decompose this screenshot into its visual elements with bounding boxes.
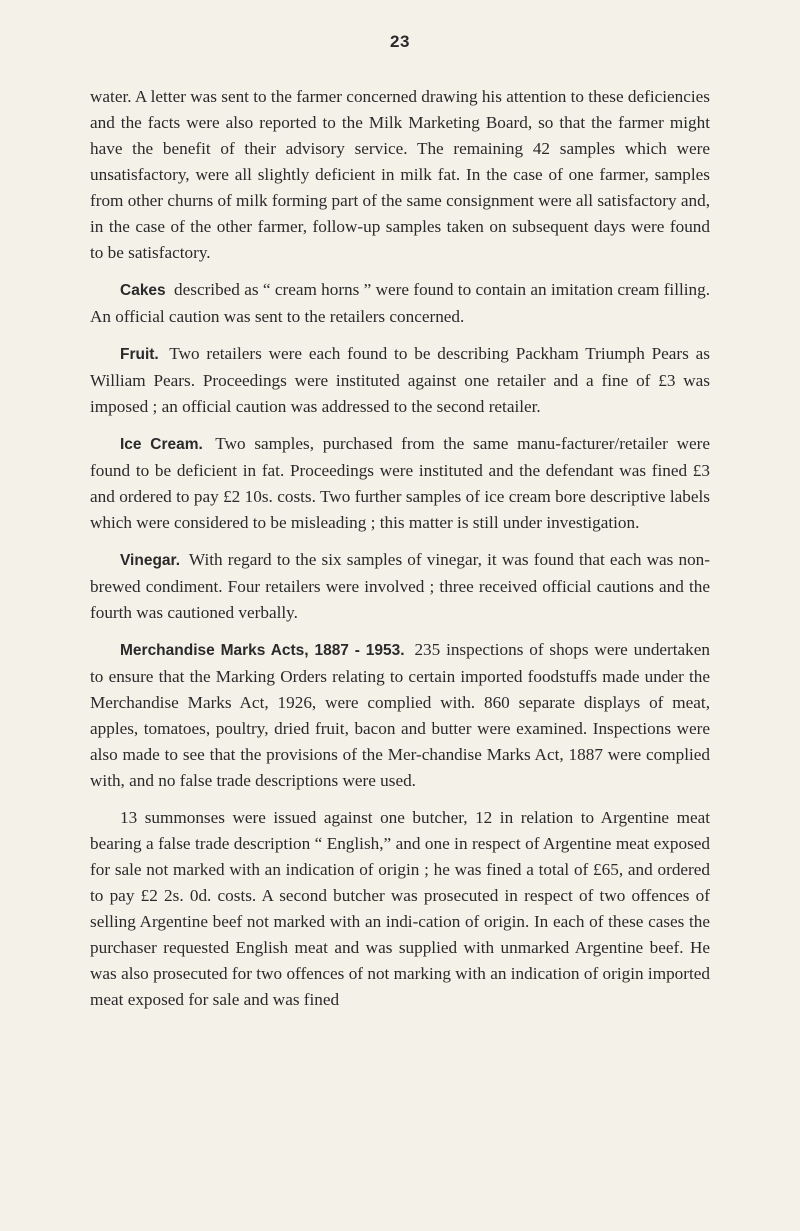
- section-heading-vinegar: Vinegar.: [120, 552, 181, 569]
- paragraph-text: described as “ cream horns ” were found to contain an imitation cream filling. An official caution was sent to the retailers concerned.: [90, 280, 711, 326]
- paragraph-summonses: [90, 805, 710, 1013]
- paragraph-text: Two retailers were each found to be describing Packham Triumph Pears as William Pears. Proceedings were instituted against one retailer and a fine of £3 was imposed ; an official caution was addressed to the second retailer.: [90, 344, 710, 416]
- paragraph-merchandise-marks: [90, 637, 710, 794]
- paragraph-cakes: [90, 277, 710, 330]
- section-heading-fruit: Fruit.: [120, 346, 159, 363]
- paragraph-fruit: [90, 341, 710, 420]
- section-heading-ice-cream: Ice Cream.: [120, 436, 203, 453]
- document-body: [90, 84, 710, 1024]
- paragraph-vinegar: [90, 547, 710, 626]
- page-number: 23: [390, 32, 410, 51]
- paragraph-text: 13 summonses were issued against one butcher, 12 in relation to Argentine meat bearing a false trade description “ English,” and one in respect of Argentine meat exposed for sale not marked with an indication of origin ; he was fined a total of £65, and ordered to pay £2 2s. 0d. costs. A second butcher was prosecuted in respect of two offences of selling Argentine beef not marked with an indi-cation of origin. In each of these cases the purchaser requested English meat and was supplied with unmarked Argentine beef. He was also prosecuted for two offences of not marking with an indication of origin imported meat exposed for sale and was fined: [90, 808, 710, 1009]
- paragraph-text: 235 inspections of shops were undertaken to ensure that the Marking Orders relating to certain imported foodstuffs made under the Merchandise Marks Act, 1926, were complied with. 860 separate displays of meat, apples, tomatoes, poultry, dried fruit, bacon and butter were examined. Inspections were also made to see that the provisions of the Mer-chandise Marks Act, 1887 were complied with, and no false trade descriptions were used.: [90, 640, 710, 790]
- paragraph-text: With regard to the six samples of vinegar, it was found that each was non-brewed condiment. Four retailers were involved ; three received official cautions and the fourth was cautioned verbally.: [90, 550, 710, 622]
- paragraph-text: Two samples, purchased from the same manu-facturer/retailer were found to be deficient in fat. Proceedings were instituted and the defendant was fined £3 and ordered to pay £2 10s. costs. Two further samples of ice cream bore descriptive labels which were considered to be misleading ; this matter is still under investigation.: [90, 434, 710, 532]
- paragraph-text: water. A letter was sent to the farmer concerned drawing his attention to these deficiencies and the facts were also reported to the Milk Marketing Board, so that the farmer might have the benefit of their advisory service. The remaining 42 samples which were unsatisfactory, were all slightly deficient in milk fat. In the case of one farmer, samples from other churns of milk forming part of the same consignment were all satisfactory and, in the case of the other farmer, follow-up samples taken on subsequent days were found to be satisfactory.: [90, 87, 711, 262]
- section-heading-cakes: Cakes: [120, 282, 166, 299]
- paragraph-ice-cream: [90, 431, 710, 536]
- paragraph-milk-continued: [90, 84, 710, 266]
- section-heading-merchandise-marks: Merchandise Marks Acts, 1887 - 1953.: [120, 642, 405, 659]
